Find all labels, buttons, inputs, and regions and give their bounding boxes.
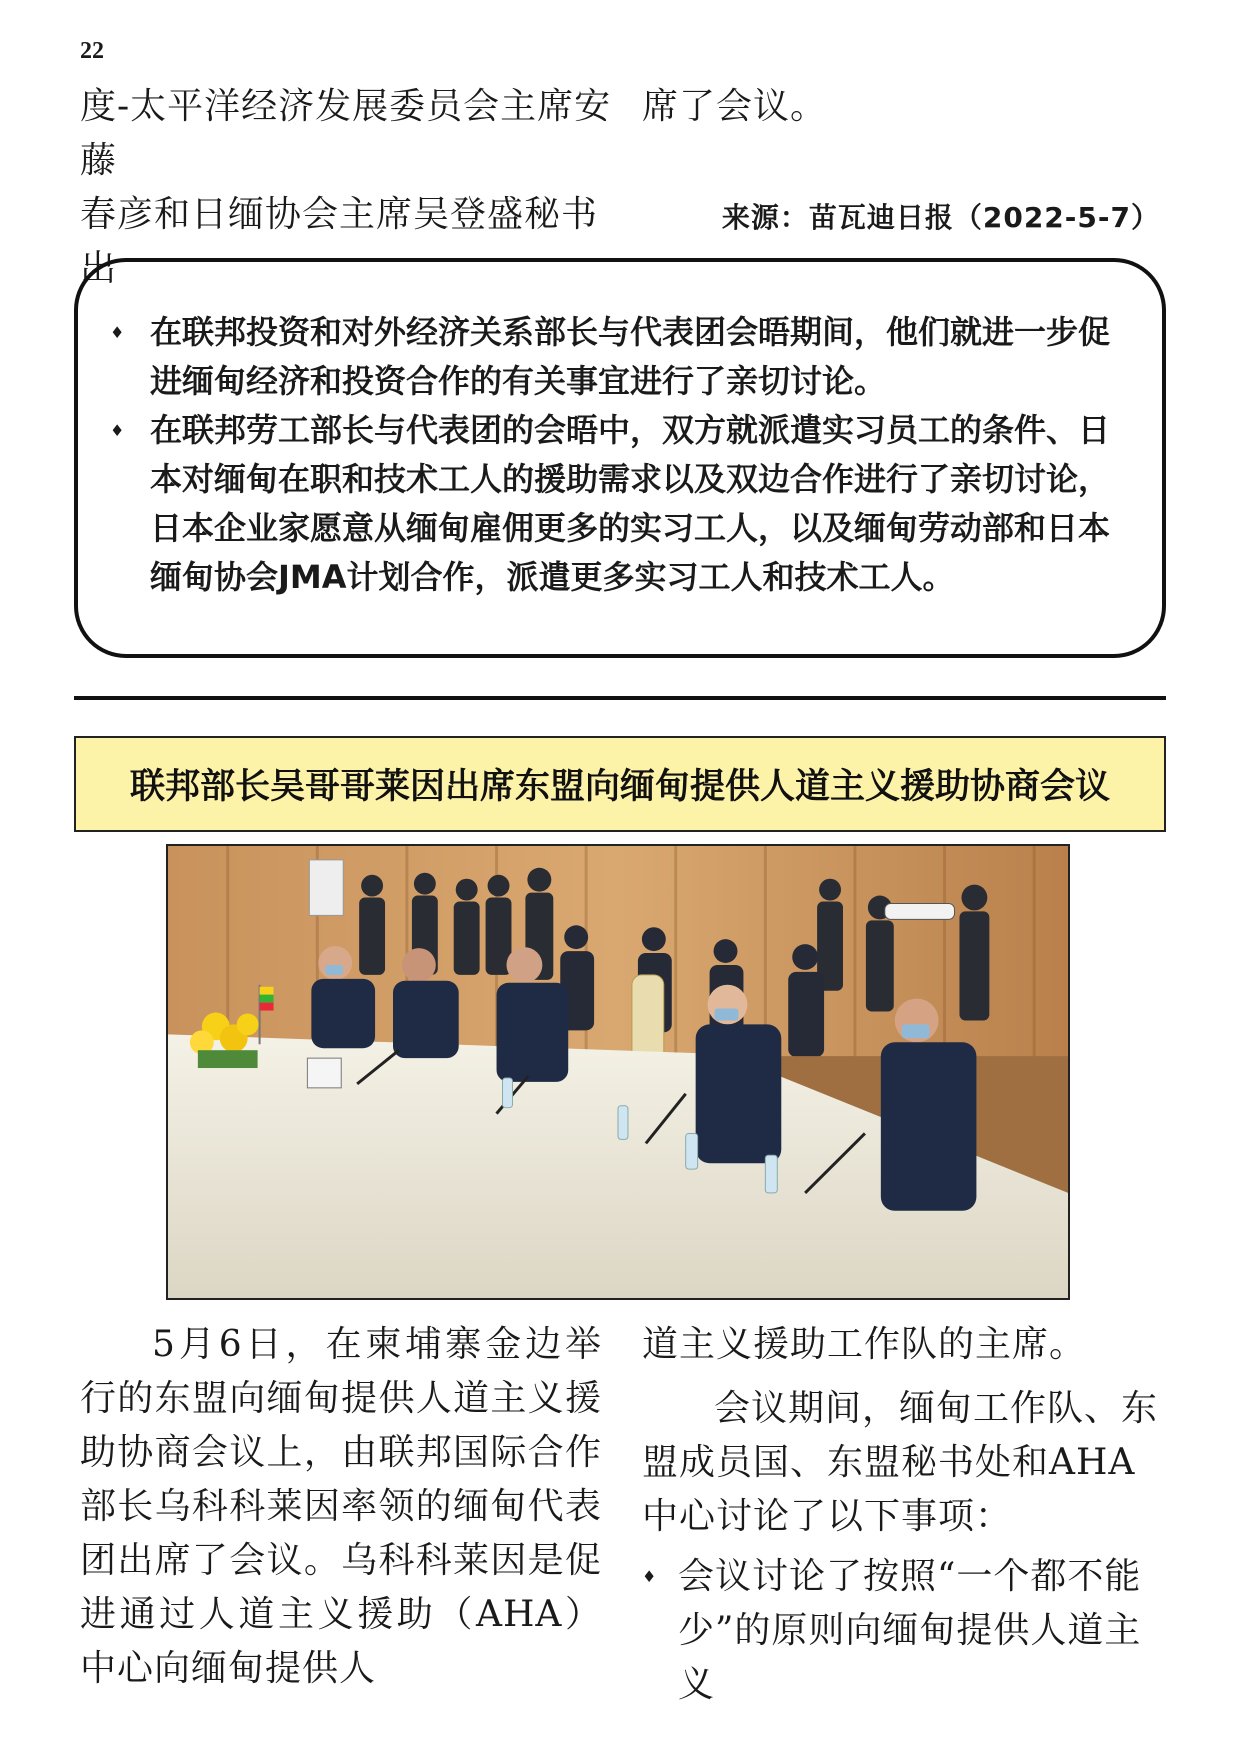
article-left-column — [80, 1318, 602, 1696]
article-paragraph — [80, 1318, 602, 1696]
top-right-column — [642, 80, 1162, 134]
text-line: 席了会议。 — [642, 86, 828, 127]
article-bullet-list — [642, 1550, 1162, 1712]
summary-list — [104, 308, 1134, 602]
section-divider — [74, 696, 1166, 700]
meeting-photo — [166, 844, 1070, 1300]
chair-back — [632, 975, 664, 1064]
text-line: 东盟向缅甸提供人道主义援助协商 — [80, 1378, 602, 1473]
article-right-column — [642, 1318, 1162, 1712]
article-bullet-item — [642, 1550, 1162, 1712]
text-line: 会议期间，缅甸工作队、东盟 — [642, 1388, 1159, 1483]
text-line: 议。乌科科莱因是促进通过人道主 — [80, 1540, 602, 1635]
article-headline: 联邦部长吴哥哥莱因出席东盟向缅甸提供人道主义援助协商会议 — [74, 736, 1166, 832]
summary-item — [104, 406, 1134, 602]
summary-box — [74, 258, 1166, 658]
text-line: 5月6日，在柬埔寨金边举行的 — [80, 1324, 602, 1419]
camera-lens — [885, 903, 955, 919]
summary-item — [104, 308, 1134, 406]
wall-speaker — [309, 860, 343, 916]
name-placard — [307, 1058, 341, 1088]
text-line: 度-太平洋经济发展委员会主席安藤 — [80, 86, 612, 181]
text-line: 成员国、东盟秘书处和AHA中心讨 — [642, 1442, 1136, 1537]
text-line: 会议上，由联邦国际合作部长乌科 — [80, 1432, 602, 1527]
source-citation: 来源：苗瓦迪日报（2022-5-7） — [721, 201, 1160, 234]
text-line: 义援助（AHA）中心向缅甸提供人 — [80, 1594, 602, 1689]
text-line: 论了以下事项： — [753, 1496, 1013, 1537]
summary-item-text: 在联邦劳工部长与代表团的会晤中，双方就派遣实习员工的条件、日本对缅甸在职和技术工人的援助需求以及双边合作进行了亲切讨论，日本企业家愿意从缅甸雇佣更多的实习工人，以及缅甸劳动部和日本缅甸协会JMA计划合作，派遣更多实习工人和技术工人。 — [150, 411, 1111, 596]
text-line: 春彦和日缅协会主席吴登盛秘书出 — [80, 194, 599, 289]
diamond-bullet-icon: ♦ — [110, 323, 125, 342]
text-line: 会议讨论了按照“一个都不能 — [678, 1556, 1142, 1597]
article-paragraph — [642, 1382, 1162, 1544]
text-line: 少”的原则向缅甸提供人道主义 — [678, 1610, 1142, 1705]
text-line: 科莱因率领的缅甸代表团出席了会 — [80, 1486, 602, 1581]
diamond-bullet-icon: ♦ — [110, 421, 125, 440]
text-line: 道主义援助工作队的主席。 — [642, 1324, 1087, 1365]
summary-item-text: 在联邦投资和对外经济关系部长与代表团会晤期间，他们就进一步促进缅甸经济和投资合作的有关事宜进行了亲切讨论。 — [150, 313, 1111, 400]
page-number: 22 — [80, 38, 104, 64]
diamond-bullet-icon: ♦ — [642, 1567, 658, 1586]
